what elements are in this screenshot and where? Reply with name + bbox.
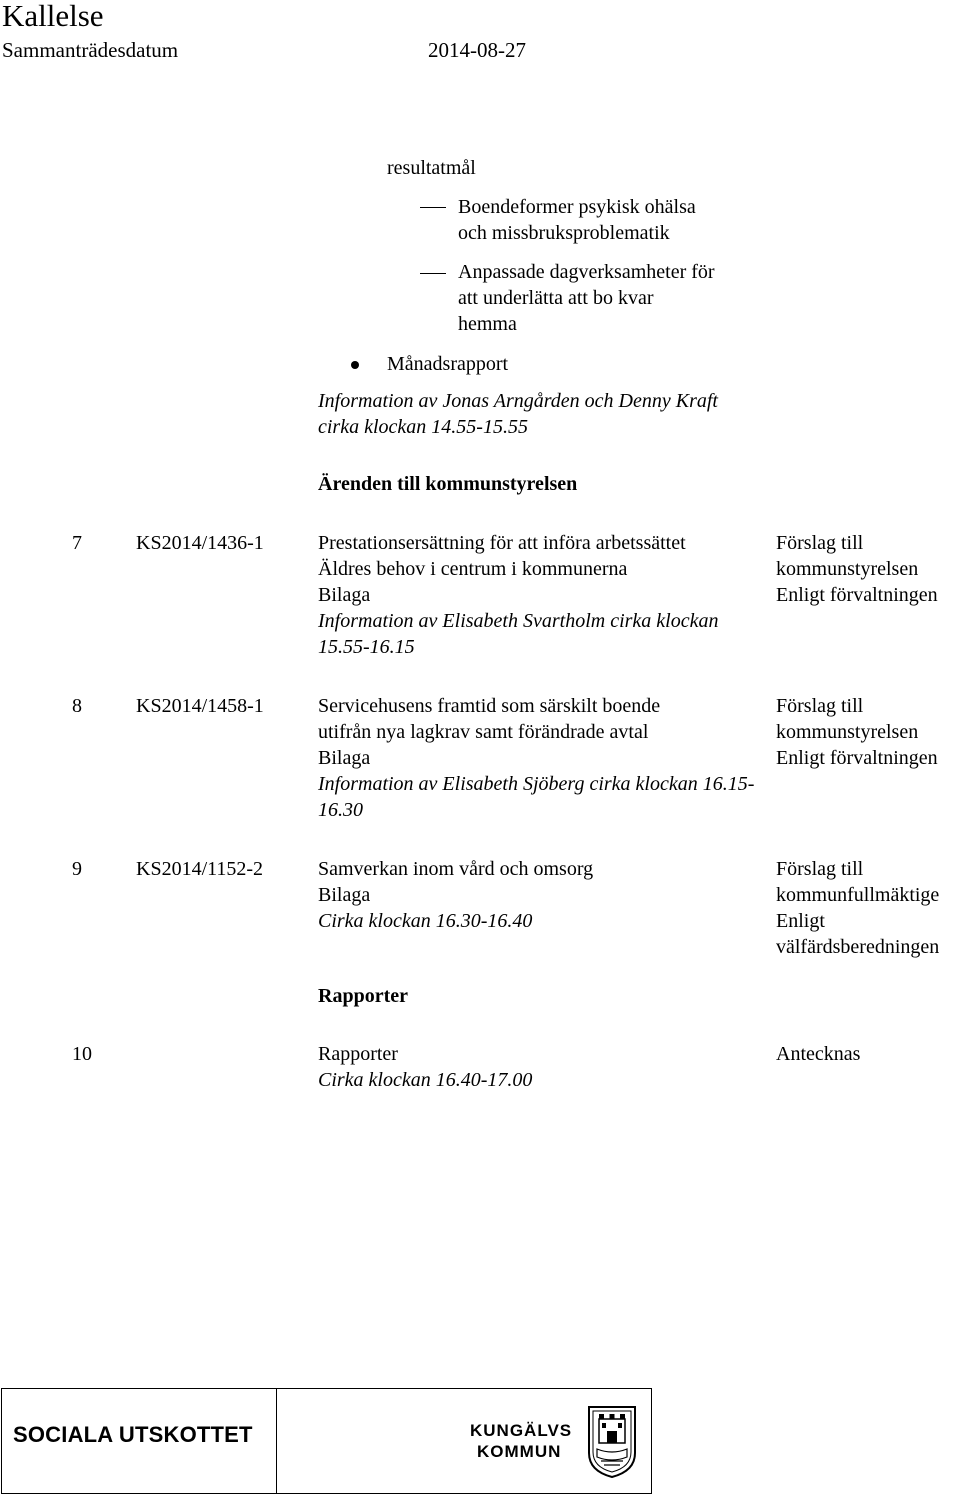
item-reference: KS2014/1458-1 (136, 695, 264, 717)
item-decision-line: välfärdsberedningen (776, 936, 940, 958)
dash-item-1-line-1: Boendeformer psykisk ohälsa (458, 196, 696, 218)
item-number: 7 (72, 532, 82, 554)
report-item-number: 10 (72, 1043, 92, 1065)
footer-box (1, 1388, 652, 1494)
item-decision-line: Enligt förvaltningen (776, 747, 938, 769)
document-title: Kallelse (2, 0, 104, 33)
section-heading-kommunstyrelsen: Ärenden till kommunstyrelsen (318, 473, 578, 495)
item-reference: KS2014/1436-1 (136, 532, 264, 554)
item-decision-line: kommunfullmäktige (776, 884, 940, 906)
dash-item-1-line-2: och missbruksproblematik (458, 222, 670, 244)
intro-info-line-2: cirka klockan 14.55-15.55 (318, 416, 528, 438)
dash-item-2-line-3: hemma (458, 313, 517, 335)
report-item-decision: Antecknas (776, 1043, 861, 1065)
item-title-line: utifrån nya lagkrav samt förändrade avtal (318, 721, 649, 743)
report-item-title: Rapporter (318, 1043, 398, 1065)
item-reference: KS2014/1152-2 (136, 858, 264, 880)
item-decision-line: Förslag till (776, 695, 864, 717)
item-decision-line: kommunstyrelsen (776, 558, 919, 580)
item-title-line: Prestationsersättning för att införa arbetssättet (318, 532, 686, 554)
item-decision-line: Enligt förvaltningen (776, 584, 938, 606)
item-attachment: Bilaga (318, 747, 371, 769)
logo-text-line-1: KUNGÄLVS (470, 1421, 573, 1440)
item-title-line: Samverkan inom vård och omsorg (318, 858, 594, 880)
item-info-line: 15.55-16.15 (318, 636, 415, 658)
item-decision-line: Förslag till (776, 532, 864, 554)
dash-marker (420, 207, 446, 208)
section-heading-rapporter: Rapporter (318, 985, 408, 1007)
item-title-line: Servicehusens framtid som särskilt boende (318, 695, 661, 717)
item-attachment: Bilaga (318, 584, 371, 606)
report-item-info: Cirka klockan 16.40-17.00 (318, 1069, 533, 1091)
item-info-line: Information av Elisabeth Svartholm cirka klockan (318, 610, 719, 632)
item-number: 9 (72, 858, 82, 880)
item-title-line: Äldres behov i centrum i kommunerna (318, 558, 628, 580)
item-attachment: Bilaga (318, 884, 371, 906)
meeting-date-label: Sammanträdesdatum (2, 38, 179, 62)
logo-text-line-2: KOMMUN (477, 1442, 562, 1461)
unit-name: SOCIALA UTSKOTTET (13, 1422, 253, 1447)
item-info-line: Information av Elisabeth Sjöberg cirka klockan 16.15- (318, 773, 755, 795)
footer-unit-cell (2, 1389, 277, 1493)
bullet-dot (351, 361, 359, 369)
item-decision-line: Enligt (776, 910, 825, 932)
dash-item-2-line-1: Anpassade dagverksamheter för (458, 261, 715, 283)
item-decision-line: Förslag till (776, 858, 864, 880)
meeting-date-value: 2014-08-27 (428, 38, 526, 62)
dash-marker (420, 273, 446, 274)
resultatmal-text: resultatmål (387, 157, 476, 179)
coat-of-arms-icon (587, 1405, 637, 1479)
item-decision-line: kommunstyrelsen (776, 721, 919, 743)
dash-item-2-line-2: att underlätta att bo kvar (458, 287, 654, 309)
item-number: 8 (72, 695, 82, 717)
item-info-line: 16.30 (318, 799, 363, 821)
bullet-item-manadsrapport: Månadsrapport (387, 353, 509, 375)
item-info-line: Cirka klockan 16.30-16.40 (318, 910, 533, 932)
intro-info-line-1: Information av Jonas Arngården och Denny Kraft (318, 390, 718, 412)
